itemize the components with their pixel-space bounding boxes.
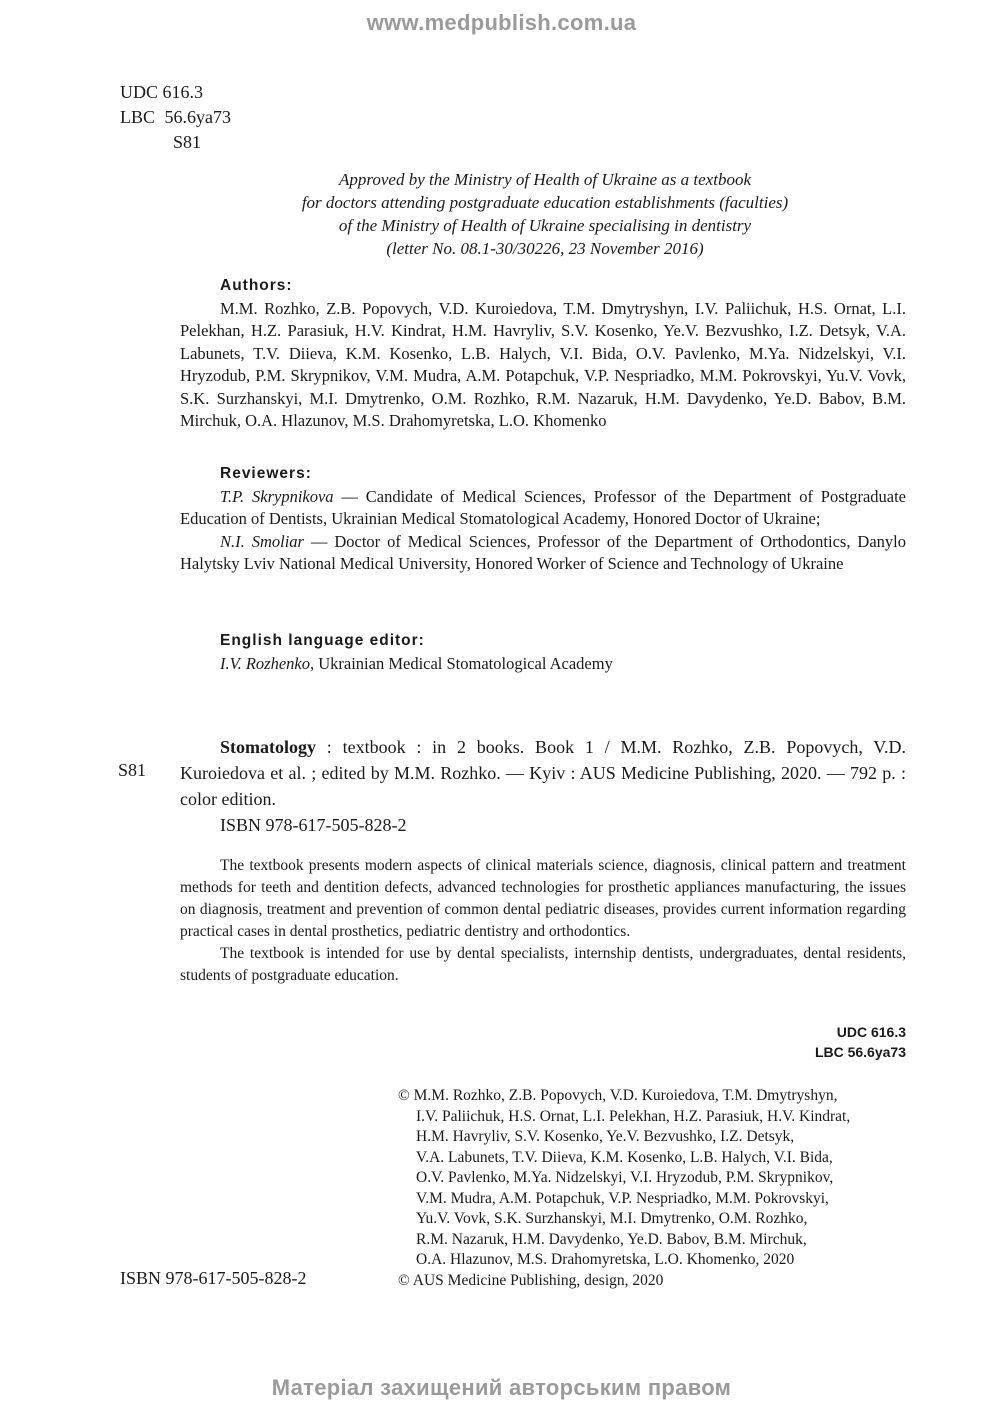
udc-value: 616.3 [162, 82, 204, 102]
udc-label: UDC [120, 82, 159, 102]
copyright-line: V.M. Mudra, A.M. Potapchuk, V.P. Nespriadko, M.M. Pokrovskyi, [416, 1189, 829, 1207]
reviewer-entry [180, 531, 906, 576]
reviewer-name: N.I. Smoliar [220, 531, 304, 551]
editor-section [180, 630, 906, 675]
copyright-line: © AUS Medicine Publishing, design, 2020 [398, 1271, 664, 1289]
lbc-code: LBC 56.6ya73 [814, 1044, 906, 1060]
authors-list: M.M. Rozhko, Z.B. Popovych, V.D. Kuroiedova, T.M. Dmytryshyn, I.V. Paliichuk, H.S. Ornat, L.I. Pelekhan, H.Z. Parasiuk, H.V. Kindrat, H.M. Havryliv, S.V. Kosenko, Ye.V. Bezvushko, I.Z. Detsyk, V.A. Labunets, T.V. Diieva, K.M. Kosenko, L.B. Halych, V.I. Bida, O.V. Pavlenko, M.Ya. Nidzelskyi, V.I. Hryzodub, P.M. Skrypnikov, V.M. Mudra, A.M. Potapchuk, V.P. Nespriadko, M.M. Pokrovskyi, Yu.V. Vovk, S.K. Surzhanskyi, M.I. Dmytrenko, O.M. Rozhko, R.M. Nazaruk, H.M. Davydenko, Ye.D. Babov, B.M. Mirchuk, O.A. Hlazunov, M.S. Drahomyretska, L.O. Khomenko [180, 298, 906, 430]
reviewer-description: — Doctor of Medical Sciences, Professor of the Department of Orthodontics, Danylo Halytsky Lviv National Medical University, Honored Worker of Science and Technology of Ukraine [180, 531, 906, 573]
classification-codes [120, 80, 231, 155]
watermark-url: www.medpublish.com.ua [366, 10, 637, 35]
lbc-value: 56.6ya73 [164, 107, 232, 127]
reviewer-name: T.P. Skrypnikova [220, 486, 334, 506]
bibliographic-record [180, 734, 906, 838]
reviewer-description: — Candidate of Medical Sciences, Professor of the Department of Postgraduate Education of Dentists, Ukrainian Medical Stomatological Academy, Honored Doctor of Ukraine; [180, 486, 907, 528]
editor-entry [180, 653, 906, 676]
copyright-line: © M.M. Rozhko, Z.B. Popovych, V.D. Kuroiedova, T.M. Dmytryshyn, [398, 1087, 838, 1104]
copyright-line: H.M. Havryliv, S.V. Kosenko, Ye.V. Bezvushko, I.Z. Detsyk, [416, 1128, 795, 1145]
isbn-bottom: ISBN 978-617-505-828-2 [120, 1268, 307, 1288]
abstract [180, 855, 906, 987]
approval-statement [230, 168, 860, 260]
copyright-line: R.M. Nazaruk, H.M. Davydenko, Ye.D. Babov, B.M. Mirchuk, [416, 1230, 807, 1248]
author-mark: S81 [173, 132, 202, 152]
lbc-line [120, 105, 231, 130]
copyright-line: O.V. Pavlenko, M.Ya. Nidzelskyi, V.I. Hryzodub, P.M. Skrypnikov, [416, 1169, 834, 1186]
abstract-paragraph: The textbook presents modern aspects of clinical materials science, diagnosis, clinical pattern and treatment methods for teeth and dentition defects, advanced technologies for prosthetic appliances manufacturing, the issues on diagnosis, treatment and prevention of common dental pediatric diseases, provides current information regarding practical cases in dental prosthetics, pediatric dentistry and orthodontics. [180, 857, 906, 940]
lbc-label: LBC [120, 107, 156, 127]
udc-line [120, 80, 231, 105]
biblio-description [180, 734, 906, 812]
abstract-paragraph: The textbook is intended for use by dental specialists, internship dentists, undergraduates, dental residents, students of postgraduate education. [180, 945, 906, 984]
copyright-line: V.A. Labunets, T.V. Diieva, K.M. Kosenko, L.B. Halych, V.I. Bida, [416, 1148, 833, 1166]
reviewers-section [180, 463, 906, 576]
biblio-isbn: ISBN 978-617-505-828-2 [220, 815, 407, 835]
authors-section [180, 275, 906, 433]
biblio-details: : textbook : in 2 books. Book 1 / M.M. Rozhko, Z.B. Popovych, V.D. Kuroiedova et al. ; edited by M.M. Rozhko. — Kyiv : AUS Medicine Publishing, 2020. — 792 p. : color edition. [180, 737, 906, 809]
approval-line: (letter No. 08.1-30/30226, 23 November 2016) [386, 239, 704, 258]
approval-line: Approved by the Ministry of Health of Ukraine as a textbook [338, 170, 751, 189]
editor-description: , Ukrainian Medical Stomatological Academy [309, 653, 613, 673]
editor-name: I.V. Rozhenko [220, 653, 310, 673]
editor-heading: English language editor: [220, 632, 425, 649]
approval-line: for doctors attending postgraduate education establishments (faculties) [301, 193, 789, 212]
copyright-line: O.A. Hlazunov, M.S. Drahomyretska, L.O. Khomenko, 2020 [416, 1251, 795, 1268]
copyright-watermark: Матеріал захищений авторським правом [271, 1375, 732, 1400]
biblio-side-mark: S81 [118, 760, 147, 780]
reviewer-entry [180, 486, 906, 531]
reviewers-heading: Reviewers: [220, 465, 312, 482]
copyright-line: Yu.V. Vovk, S.K. Surzhanskyi, M.I. Dmytrenko, O.M. Rozhko, [416, 1210, 808, 1227]
approval-line: of the Ministry of Health of Ukraine specialising in dentistry [338, 216, 752, 235]
udc-code: UDC 616.3 [836, 1024, 906, 1040]
authors-heading: Authors: [220, 277, 293, 294]
book-title: Stomatology [220, 737, 316, 757]
copyright-notice [398, 1086, 918, 1291]
copyright-line: I.V. Paliichuk, H.S. Ornat, L.I. Pelekhan, H.Z. Parasiuk, H.V. Kindrat, [416, 1107, 851, 1125]
classification-codes-right [600, 1022, 906, 1062]
